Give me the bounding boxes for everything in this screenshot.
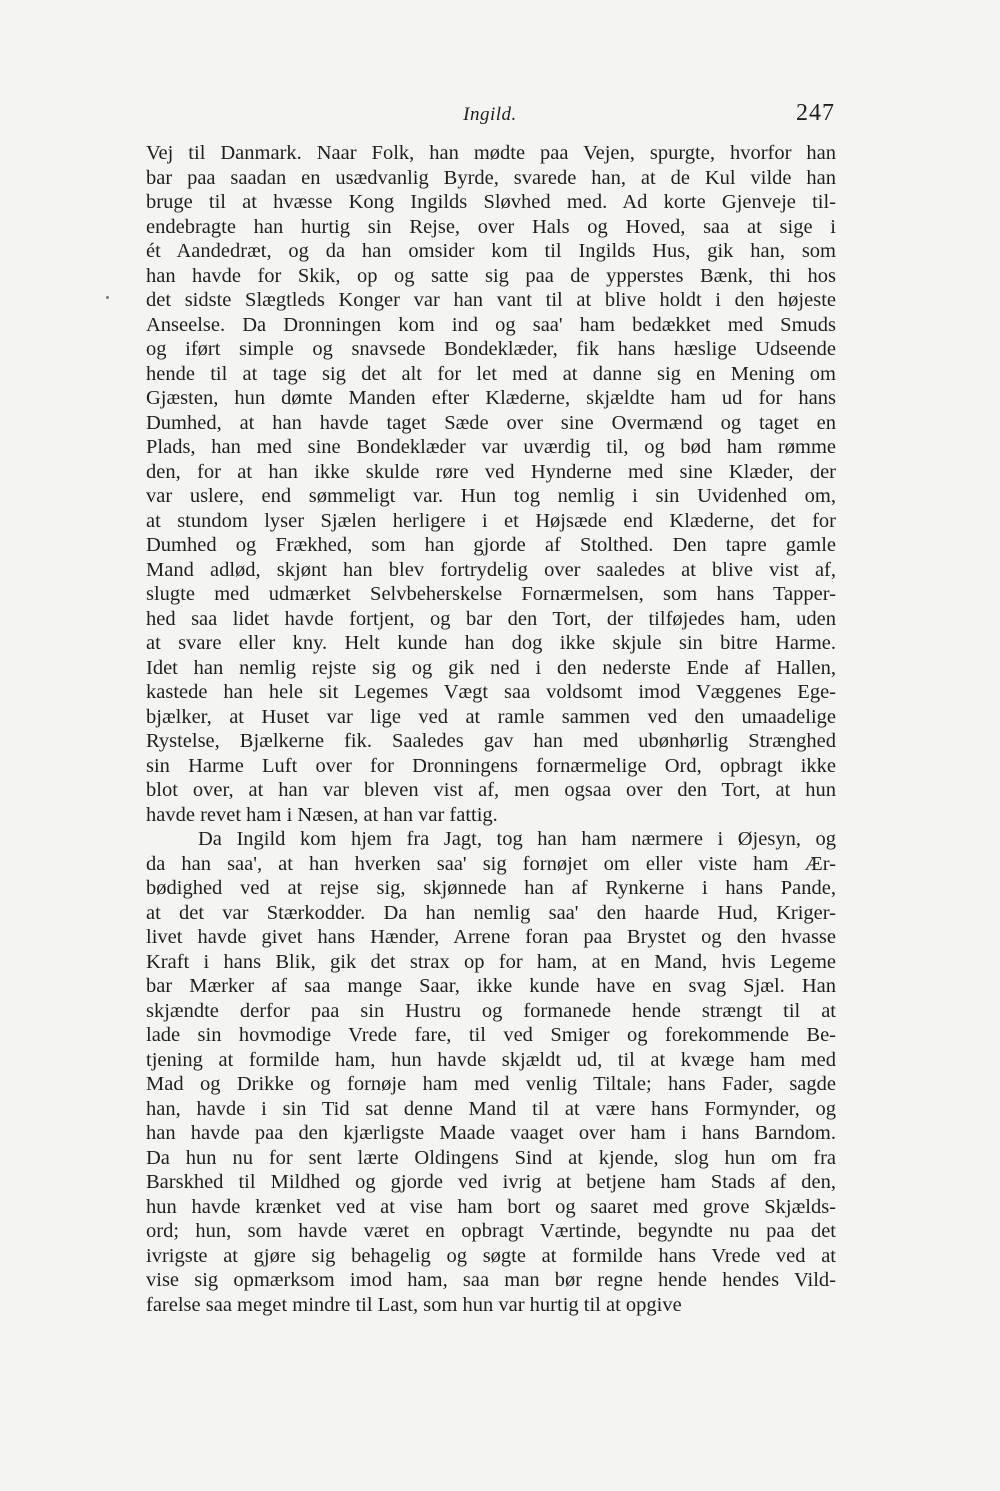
text-line: livet havde givet hans Hænder, Arrene foran paa Brystet og den hvasse [146,926,836,948]
text-line: ord; hun, som havde været en opbragt Værtinde, begyndte nu paa det [146,1220,836,1242]
text-line: Vej til Danmark. Naar Folk, han mødte paa Vejen, spurgte, hvorfor han [146,142,836,164]
running-title: Ingild. [463,104,517,125]
text-line: Da hun nu for sent lærte Oldingens Sind at kjende, slog hun om fra [146,1146,836,1169]
text-line: Kraft i hans Blik, gik det strax op for ham, at en Mand, hvis Legeme [146,950,836,973]
text-line: Mad og Drikke og fornøje ham med venlig Tiltale; hans Fader, sagde [146,1073,836,1095]
page-number: 247 [796,100,835,126]
text-line: Anseelse. Da Dronningen kom ind og saa' ham bedækket med Smuds [146,313,836,336]
text-line: havde revet ham i Næsen, at han var fattig. [146,803,498,826]
text-line: tjening at formilde ham, hun havde skjældt ud, til at kvæge ham med [146,1048,836,1071]
text-line: Rystelse, Bjælkerne fik. Saaledes gav han med ubønhørlig Strænghed [146,730,836,752]
text-line: det sidste Slægtleds Konger var han vant til at blive holdt i den højeste [146,289,836,311]
text-line: han, havde i sin Tid sat denne Mand til at være hans Formynder, og [146,1097,836,1120]
margin-mark [106,296,109,299]
text-line: var uslere, end sømmeligt var. Hun tog nemlig i sin Uvidenhed om, [146,485,836,507]
text-line: hed saa lidet havde fortjent, og bar den Tort, der tilføjedes ham, uden [146,607,836,630]
text-line: Da Ingild kom hjem fra Jagt, tog han ham nærmere i Øjesyn, og [198,828,836,850]
text-line: ét Aandedræt, og da han omsider kom til Ingilds Hus, gik han, som [146,240,836,262]
text-line: da han saa', at han hverken saa' sig fornøjet om eller viste ham Ær- [146,852,836,875]
text-line: Mand adlød, skjønt han blev fortrydelig over saaledes at blive vist af, [146,558,836,581]
body-text [146,141,836,1317]
text-line: bar Mærker af saa mange Saar, ikke kunde have en svag Sjæl. Han [146,975,836,997]
text-line: bjælker, at Huset var lige ved at ramle sammen ved den umaadelige [146,705,836,728]
text-line: vise sig opmærksom imod ham, saa man bør regne hende hendes Vild- [146,1269,836,1291]
text-line: sin Harme Luft over for Dronningens fornærmelige Ord, opbragt ikke [146,754,836,777]
text-line: den, for at han ikke skulde røre ved Hynderne med sine Klæder, der [146,460,836,483]
text-line: bruge til at hvæsse Kong Ingilds Sløvhed med. Ad korte Gjenveje til- [146,191,836,213]
text-line: han havde paa den kjærligste Maade vaaget over ham i hans Barndom. [146,1122,836,1144]
page-header [145,100,835,134]
text-line: at det var Stærkodder. Da han nemlig saa' den haarde Hud, Kriger- [146,901,836,924]
text-line: Dumhed og Frækhed, som han gjorde af Stolthed. Den tapre gamle [146,534,836,556]
text-line: han havde for Skik, op og satte sig paa de ypperstes Bænk, thi hos [146,264,836,287]
text-line: skjændte derfor paa sin Hustru og formanede hende strængt til at [146,999,836,1022]
text-line: at svare eller kny. Helt kunde han dog ikke skjule sin bitre Harme. [146,632,836,654]
text-line: lade sin hovmodige Vrede fare, til ved Smiger og forekommende Be- [146,1024,836,1046]
text-line: farelse saa meget mindre til Last, som hun var hurtig til at opgive [146,1293,682,1316]
text-line: og iført simple og snavsede Bondeklæder, fik hans hæslige Udseende [146,338,836,360]
text-line: Plads, han med sine Bondeklæder var uværdig til, og bød ham rømme [146,436,836,458]
text-line: at stundom lyser Sjælen herligere i et Højsæde end Klæderne, det for [146,509,836,532]
text-line: kastede han hele sit Legemes Vægt saa voldsomt imod Væggenes Ege- [146,681,836,703]
text-line: Barskhed til Mildhed og gjorde ved ivrig at betjene ham Stads af den, [146,1171,836,1193]
text-line: blot over, at han var bleven vist af, men ogsaa over den Tort, at hun [146,779,836,801]
text-line: Gjæsten, hun dømte Manden efter Klæderne, skjældte ham ud for hans [146,387,836,409]
text-line: Dumhed, at han havde taget Sæde over sine Overmænd og taget en [146,411,836,434]
text-line: ivrigste at gjøre sig behagelig og søgte at formilde hans Vrede ved at [146,1244,836,1267]
text-line: slugte med udmærket Selvbeherskelse Fornærmelsen, som hans Tapper- [146,583,836,605]
text-line: bødighed ved at rejse sig, skjønnede han af Rynkerne i hans Pande, [146,877,836,899]
text-line: bar paa saadan en usædvanlig Byrde, svarede han, at de Kul vilde han [146,166,836,189]
text-line: hun havde krænket ved at vise ham bort og saaret med grove Skjælds- [146,1195,836,1218]
text-line: endebragte han hurtig sin Rejse, over Hals og Hoved, saa at sige i [146,215,836,238]
text-line: Idet han nemlig rejste sig og gik ned i den nederste Ende af Hallen, [146,656,836,679]
text-line: hende til at tage sig det alt for let med at danne sig en Mening om [146,362,836,385]
